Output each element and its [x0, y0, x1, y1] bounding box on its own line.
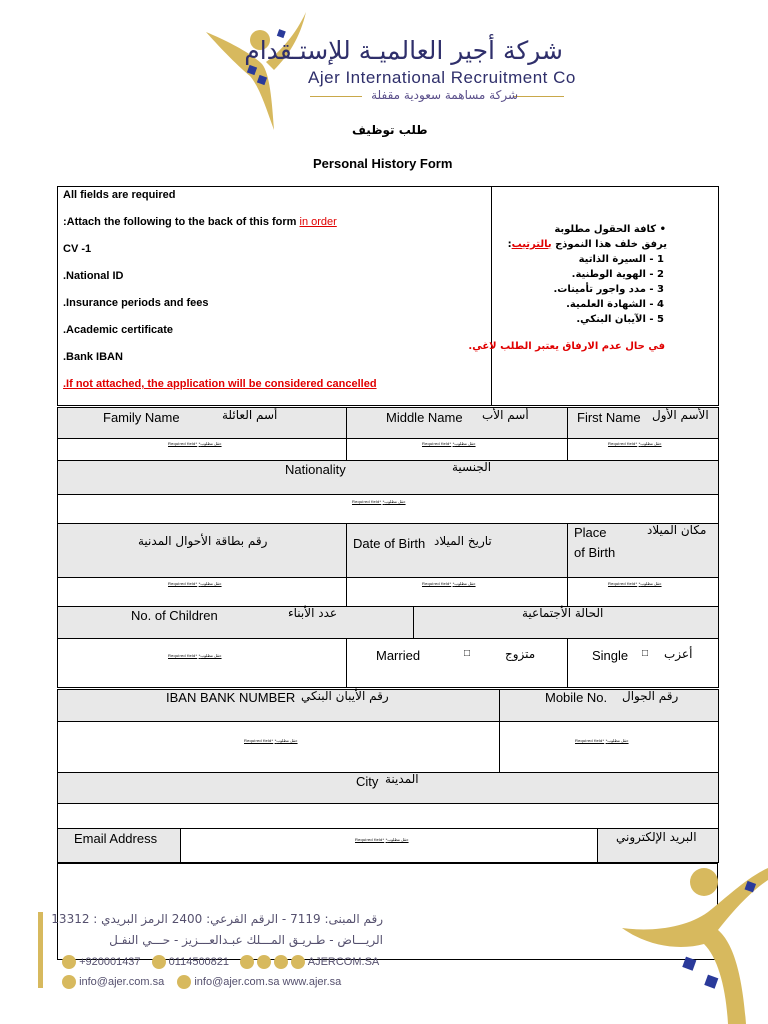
footer-phone2: 0114500821 [168, 955, 230, 968]
mobile-label-ar: رقم الجوال [622, 689, 679, 703]
instruction-item: CV -1 [63, 243, 92, 255]
children-label: No. of Children [131, 608, 218, 623]
required-hint: Required field* *حقل مطلوب [352, 499, 406, 504]
single-label: Single [592, 648, 629, 663]
instruction-attach-ar-text: يرفق خلف هذا النموذج [551, 239, 667, 250]
required-hint: Required field* *حقل مطلوب [168, 441, 222, 446]
children-label-ar: عدد الأبناء [288, 606, 338, 620]
instruction-item: .Bank IBAN [63, 351, 123, 363]
instruction-item: .Academic certificate [63, 324, 174, 336]
city-field[interactable] [57, 803, 719, 829]
mobile-label: Mobile No. [545, 690, 608, 705]
instruction-item-ar: 2 - الهوية الوطنية. [571, 269, 664, 280]
footer-email[interactable]: info@ajer.com.sa [79, 975, 165, 988]
logo-divider-right [514, 96, 564, 97]
instruction-item-ar: 1 - السيرة الذاتية [578, 254, 664, 265]
middle-name-label-ar: أسم الأب [482, 408, 529, 422]
phone-icon [152, 955, 166, 969]
first-name-label-ar: الأسم الأول [652, 408, 709, 422]
children-field[interactable] [57, 638, 347, 688]
required-hint: Required field* *حقل مطلوب [608, 441, 662, 446]
family-name-label: Family Name [103, 410, 180, 425]
city-label: City [356, 774, 379, 789]
instruction-required: All fields are required [63, 189, 176, 201]
pob-label-line1: Place [574, 525, 607, 540]
twitter-icon [257, 955, 271, 969]
iban-label-ar: رقم الأيبان البنكي [301, 689, 389, 703]
single-checkbox[interactable]: □ [642, 648, 649, 659]
dob-label-ar: تاريخ الميلاد [434, 534, 492, 548]
company-name-english: Ajer International Recruitment Co [308, 68, 576, 87]
form-title-english: Personal History Form [313, 156, 453, 171]
mobile-label-cell [499, 689, 719, 722]
globe-icon [177, 975, 191, 989]
instruction-item: .National ID [63, 270, 124, 282]
required-hint: Required field* *حقل مطلوب [422, 441, 476, 446]
instructions-divider [491, 186, 492, 406]
footer-logo-mark [622, 858, 768, 1024]
married-option-cell [346, 638, 568, 688]
instruction-warning-ar: في حال عدم الارفاق يعتبر الطلب لاغي. [468, 341, 665, 352]
single-label-ar: أعزب [664, 647, 693, 661]
footer-web [62, 975, 341, 989]
instruction-item: .Insurance periods and fees [63, 297, 209, 309]
city-label-ar: المدينة [385, 772, 419, 786]
company-subtitle-arabic: شركة مساهمة سعودية مقفلة [371, 88, 518, 102]
email-icon [62, 975, 76, 989]
single-option-cell [567, 638, 719, 688]
email-label-ar: البريد الإلكتروني [616, 830, 697, 844]
children-label-cell [57, 606, 414, 639]
married-checkbox[interactable]: □ [464, 648, 471, 659]
civil-id-label-cell [57, 523, 347, 578]
form-title-arabic: طلب توظيف [352, 123, 428, 137]
instruction-attach [63, 216, 337, 228]
family-name-label-cell [57, 407, 347, 439]
required-hint: Required field* *حقل مطلوب [168, 581, 222, 586]
pob-label-line2: of Birth [574, 545, 616, 560]
footer-phone: +920001437 [79, 955, 141, 968]
instruction-attach-highlight: in order [299, 216, 337, 228]
pob-label-ar: مكان الميلاد [647, 523, 707, 537]
instruction-attach-ar-highlight: بالترتيب [511, 239, 552, 250]
footer-website[interactable]: info@ajer.com.sa www.ajer.sa [194, 975, 342, 988]
required-hint: Required field* *حقل مطلوب [575, 738, 629, 743]
instruction-required-ar-text: كافة الحقول مطلوبة [554, 224, 657, 235]
instruction-warning: .If not attached, the application will be considered cancelled [63, 378, 377, 390]
iban-label: IBAN BANK NUMBER [166, 690, 296, 705]
email-label: Email Address [74, 831, 158, 846]
instruction-attach-ar: يرفق خلف هذا النموذج بالترتيب: [507, 239, 667, 250]
instruction-required-ar: • كافة الحقول مطلوبة [554, 224, 666, 235]
company-name-arabic: شركة أجير العالميـة للإستـقدام [244, 36, 563, 65]
instagram-icon [274, 955, 288, 969]
family-name-label-ar: أسم العائلة [222, 408, 278, 422]
instruction-item-ar: 3 - مدد واجور تأمينات. [553, 284, 664, 295]
phone-icon [62, 955, 76, 969]
footer-address-line1: رقم المبنى: 7119 - الرقم الفرعي: 2400 الرمز البريدي : 13312 [51, 912, 383, 926]
nationality-label-cell [57, 460, 719, 495]
linkedin-icon [291, 955, 305, 969]
civil-id-label-ar: رقم بطاقة الأحوال المدنية [138, 534, 268, 548]
nationality-label-ar: الجنسية [452, 460, 492, 474]
required-hint: Required field* *حقل مطلوب [608, 581, 662, 586]
required-hint: Required field* *حقل مطلوب [355, 837, 409, 842]
email-field[interactable] [180, 828, 598, 863]
instruction-item-ar: 5 - الآيبان البنكي. [576, 314, 664, 325]
logo-divider [310, 96, 362, 97]
required-hint: Required field* *حقل مطلوب [422, 581, 476, 586]
required-hint: Required field* *حقل مطلوب [244, 738, 298, 743]
married-label: Married [376, 648, 421, 663]
instruction-item-ar: 4 - الشهادة العلمية. [566, 299, 664, 310]
footer-address-line2: الريـــاض - طـريـق المـــلك عبـدالعـــزيز - حـــي النفـل [109, 933, 383, 947]
company-logo-mark [200, 12, 312, 132]
required-hint: Required field* *حقل مطلوب [168, 653, 222, 658]
dob-label: Date of Birth [353, 536, 426, 551]
nationality-label: Nationality [285, 462, 346, 477]
facebook-icon [240, 955, 254, 969]
iban-field[interactable] [57, 721, 500, 773]
middle-name-label: Middle Name [386, 410, 463, 425]
mobile-field[interactable] [499, 721, 719, 773]
marital-label-ar: الحالة الأجتماعية [522, 606, 604, 620]
footer-contacts [62, 955, 379, 969]
instruction-attach-text: :Attach the following to the back of this form [63, 216, 300, 228]
first-name-label: First Name [577, 410, 641, 425]
married-label-ar: متزوج [505, 647, 536, 661]
footer-accent-bar [38, 912, 43, 988]
footer-social: AJERCOM.SA [307, 955, 380, 968]
